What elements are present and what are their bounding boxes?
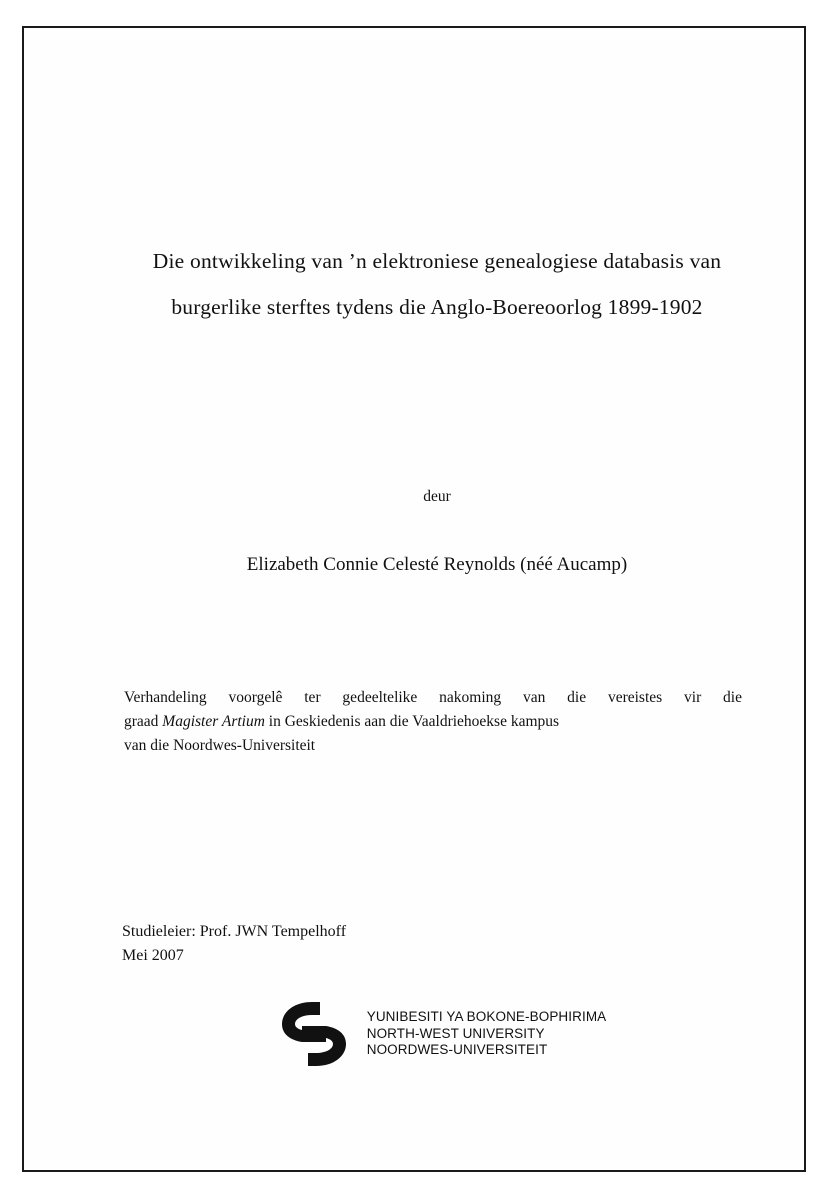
title-line-1: Die ontwikkeling van ’n elektroniese genealogiese databasis van (152, 249, 722, 273)
author-name: Elizabeth Connie Celesté Reynolds (néé Aucamp) (246, 554, 628, 575)
logo-text-block (367, 1009, 607, 1059)
supervisor-block (122, 920, 722, 968)
logo-text-line-1: YUNIBESITI YA BOKONE-BOPHIRIMA (366, 1009, 607, 1025)
logo-text-line-2: NORTH-WEST UNIVERSITY (366, 1025, 545, 1041)
submission-line-2 (124, 710, 742, 734)
page-title (102, 238, 772, 330)
logo-text-line-3: NOORDWES-UNIVERSITEIT (366, 1042, 548, 1058)
submission-statement (124, 686, 742, 758)
title-line-2: burgerlike sterftes tydens die Anglo-Boereoorlog 1899-1902 (171, 295, 703, 319)
page-border (22, 26, 806, 1172)
by-label: deur (423, 488, 451, 505)
north-west-university-logo-mark-icon (268, 996, 360, 1072)
degree-name: Magister Artium (162, 713, 265, 730)
submission-line-3: van die Noordwes-Universiteit (124, 737, 316, 754)
submission-line-2-prefix: graad (124, 713, 163, 730)
submission-date: Mei 2007 (122, 947, 184, 964)
submission-line-1: Verhandeling voorgelê ter gedeeltelike nakoming van die vereistes vir die (124, 689, 742, 706)
logo-group (268, 996, 607, 1072)
title-page-content (102, 88, 772, 1168)
submission-line-2-suffix: in Geskiedenis aan die Vaaldriehoekse kampus (264, 713, 560, 730)
supervisor-name: Studieleier: Prof. JWN Tempelhoff (122, 923, 347, 940)
university-logo (102, 996, 772, 1072)
